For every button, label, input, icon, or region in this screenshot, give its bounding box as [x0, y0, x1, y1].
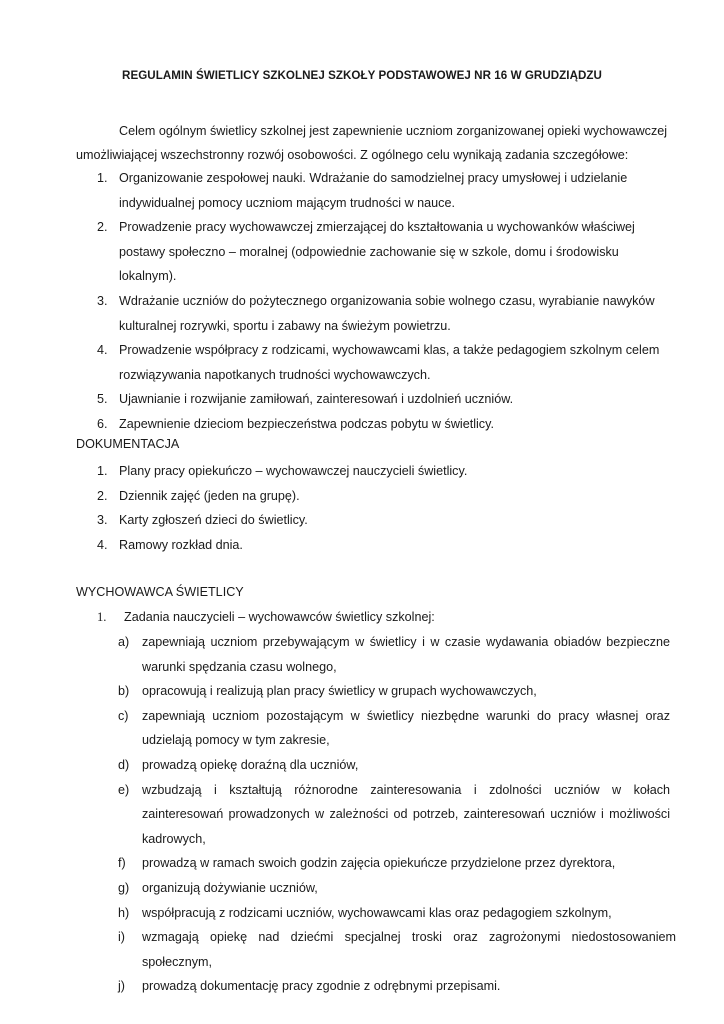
- item-text: opracowują i realizują plan pracy świetlicy w grupach wychowawczych,: [142, 684, 537, 699]
- item-text: wzmagają opiekę nad dziećmi specjalnej troski oraz zagrożonymi niedostosowaniem społecznym,: [142, 930, 676, 969]
- list-item: [0, 851, 724, 876]
- item-letter: i): [118, 930, 125, 945]
- item-text: Zapewnienie dzieciom bezpieczeństwa podczas pobytu w świetlicy.: [119, 416, 494, 431]
- list-item: [0, 459, 724, 484]
- list-item: [0, 876, 724, 901]
- list-item: [0, 166, 724, 215]
- tasks-list: [0, 166, 724, 437]
- item-number: 3.: [97, 513, 108, 528]
- list-item: [0, 289, 724, 338]
- document-title: REGULAMIN ŚWIETLICY SZKOLNEJ SZKOŁY PODSTAWOWEJ NR 16 W GRUDZIĄDZU: [122, 69, 602, 82]
- item-text: Plany pracy opiekuńczo – wychowawczej nauczycieli świetlicy.: [119, 464, 468, 478]
- item-letter: g): [118, 880, 130, 895]
- list-item: [0, 778, 724, 852]
- list-item: [0, 679, 724, 704]
- educator-tasks-list: [0, 630, 724, 999]
- item-text: Karty zgłoszeń dzieci do świetlicy.: [119, 513, 308, 528]
- item-number: 4.: [97, 343, 108, 358]
- item-letter: e): [118, 782, 130, 797]
- item-letter: h): [118, 905, 130, 920]
- documentation-heading: DOKUMENTACJA: [76, 437, 180, 451]
- educator-heading: WYCHOWAWCA ŚWIETLICY: [76, 585, 244, 599]
- item-text: Prowadzenie pracy wychowawczej zmierzającej do kształtowania u wychowanków właściwej postawy społeczno – moralnej (odpowiednie zachowanie się w szkole, domu i środowisku lokalnym).: [119, 220, 635, 284]
- list-item: [0, 508, 724, 533]
- item-text: Wdrażanie uczniów do pożytecznego organizowania sobie wolnego czasu, wyrabianie nawyków kulturalnej rozrywki, sportu i zabawy na świeżym powietrzu.: [119, 293, 655, 333]
- list-item: [0, 215, 724, 289]
- list-item: [0, 484, 724, 509]
- item-text: organizują dożywianie uczniów,: [142, 880, 318, 895]
- item-text: zapewniają uczniom pozostającym w świetlicy niezbędne warunki do pracy własnej oraz udzielają pomocy w tym zakresie,: [142, 708, 670, 748]
- list-item: [0, 901, 724, 926]
- intro-paragraph: Celem ogólnym świetlicy szkolnej jest zapewnienie uczniom zorganizowanej opieki wychowawczej umożliwiającej wszechstronny rozwój osobowości. Z ogólnego celu wynikają zadania szczegółowe:: [76, 124, 668, 162]
- item-text: Organizowanie zespołowej nauki. Wdrażanie do samodzielnej pracy umysłowej i udzielanie indywidualnej pomocy uczniom mającym trudności w nauce.: [119, 171, 628, 210]
- item-letter: a): [118, 635, 130, 649]
- list-item: [0, 533, 724, 558]
- item-number: 1.: [97, 464, 108, 478]
- item-number: 5.: [97, 392, 108, 407]
- item-number: 3.: [97, 293, 108, 308]
- educator-subsection: [97, 610, 435, 625]
- item-number: 1.: [97, 171, 108, 185]
- list-item: [0, 630, 724, 679]
- subsection-heading: Zadania nauczycieli – wychowawców świetlicy szkolnej:: [124, 610, 435, 624]
- item-number: 2.: [97, 488, 108, 503]
- item-text: Dziennik zajęć (jeden na grupę).: [119, 488, 300, 503]
- documentation-list: [0, 459, 724, 557]
- item-letter: j): [118, 979, 125, 994]
- item-letter: c): [118, 708, 129, 723]
- item-number: 6.: [97, 416, 108, 431]
- item-letter: b): [118, 684, 130, 699]
- list-item: [0, 387, 724, 412]
- item-letter: f): [118, 856, 126, 871]
- item-text: prowadzą dokumentację pracy zgodnie z odrębnymi przepisami.: [142, 979, 501, 994]
- item-text: współpracują z rodzicami uczniów, wychowawcami klas oraz pedagogiem szkolnym,: [142, 905, 612, 920]
- list-item: [0, 412, 724, 437]
- list-item: [0, 753, 724, 778]
- list-item: [0, 338, 724, 387]
- subsection-number: 1.: [97, 610, 107, 624]
- item-letter: d): [118, 757, 130, 772]
- list-item: [0, 925, 724, 974]
- list-item: [0, 704, 724, 753]
- item-number: 2.: [97, 220, 108, 235]
- item-text: Ramowy rozkład dnia.: [119, 537, 243, 552]
- item-text: Ujawnianie i rozwijanie zamiłowań, zainteresowań i uzdolnień uczniów.: [119, 392, 514, 407]
- list-item: [0, 974, 724, 999]
- item-text: wzbudzają i kształtują różnorodne zainteresowania i zdolności uczniów w kołach zainteresowań prowadzonych w zależności od potrzeb, zainteresowań uczniów i możliwości kadrowych,: [142, 782, 670, 846]
- item-text: Prowadzenie współpracy z rodzicami, wychowawcami klas, a także pedagogiem szkolnym celem rozwiązywania napotkanych trudności wychowawczych.: [119, 343, 660, 382]
- item-number: 4.: [97, 537, 108, 552]
- item-text: prowadzą w ramach swoich godzin zajęcia opiekuńcze przydzielone przez dyrektora,: [142, 856, 616, 871]
- item-text: zapewniają uczniom przebywającym w świetlicy i w czasie wydawania obiadów bezpieczne warunki spędzania czasu wolnego,: [142, 635, 670, 674]
- item-text: prowadzą opiekę doraźną dla uczniów,: [142, 757, 359, 772]
